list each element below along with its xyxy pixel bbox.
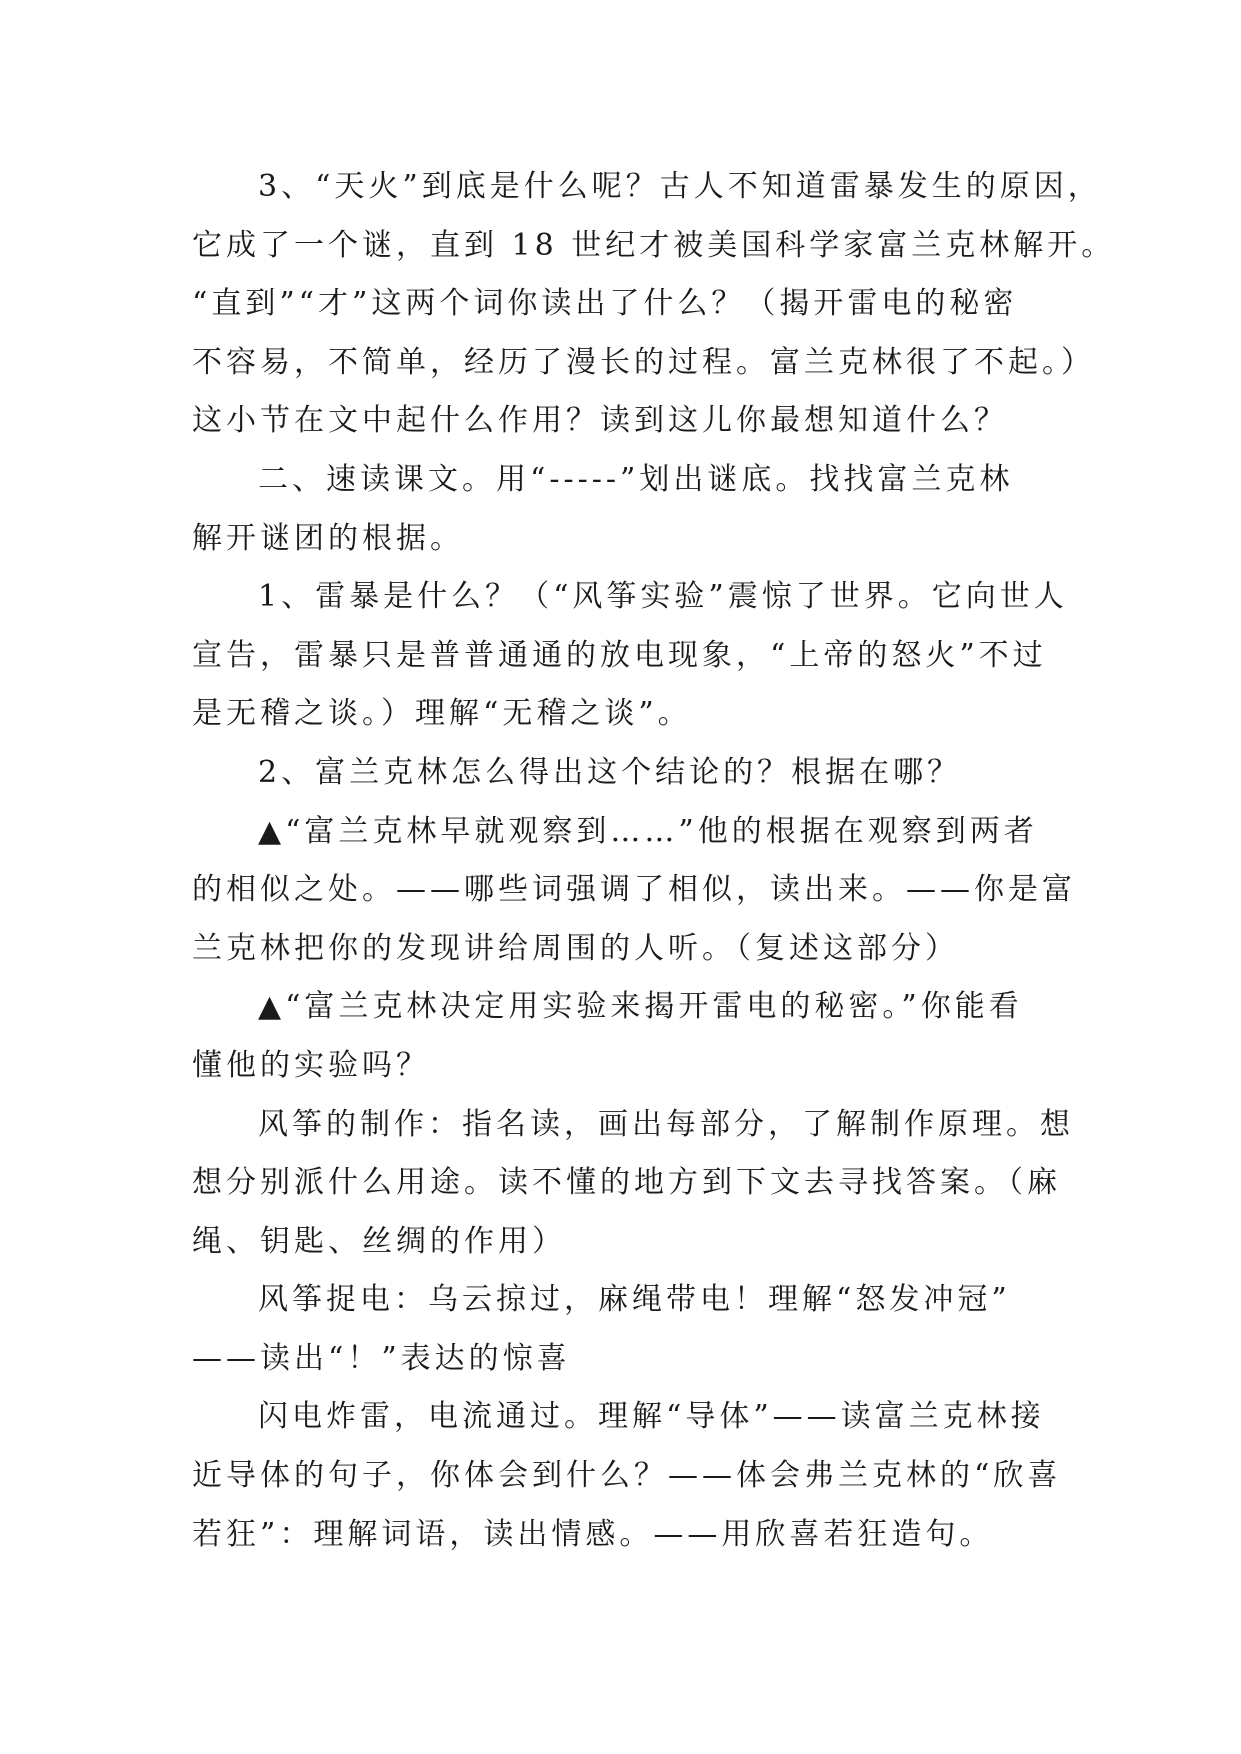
text-line: 3、“天火”到底是什么呢？古人不知道雷暴发生的原因， [258, 169, 1102, 204]
text-line: 二、速读课文。用“-----”划出谜底。找找富兰克林 [258, 461, 1014, 497]
text-line: 想分别派什么用途。读不懂的地方到下文去寻找答案。（麻 [192, 1165, 1061, 1201]
text-line: 懂他的实验吗？ [192, 1047, 430, 1083]
text-line: ——读出“！”表达的惊喜 [192, 1340, 571, 1376]
text-line: 风筝的制作：指名读，画出每部分，了解制作原理。想 [258, 1106, 1074, 1142]
document-body [192, 158, 1116, 1564]
text-line: ▲“富兰克林早就观察到……”他的根据在观察到两者 [258, 813, 1038, 849]
text-line: 风筝捉电：乌云掠过，麻绳带电！理解“怒发冲冠” [258, 1282, 1011, 1318]
text-line: 是无稽之谈。）理解“无稽之谈”。 [192, 696, 692, 732]
text-line: 宣告，雷暴只是普普通通的放电现象，“上帝的怒火”不过 [192, 637, 1047, 673]
text-line: 1、雷暴是什么？（“风筝实验”震惊了世界。它向世人 [258, 579, 1068, 615]
text-line: 它成了一个谜，直到 18 世纪才被美国科学家富兰克林解开。 [192, 227, 1116, 263]
text-line: 近导体的句子，你体会到什么？——体会弗兰克林的“欣喜 [192, 1458, 1062, 1494]
text-line: 不容易，不简单，经历了漫长的过程。富兰克林很了不起。） [192, 344, 1095, 380]
text-line: 若狂”：理解词语，读出情感。——用欣喜若狂造句。 [192, 1516, 994, 1552]
text-line: “直到”“才”这两个词你读出了什么？（揭开雷电的秘密 [192, 286, 1018, 322]
text-line: 绳、钥匙、丝绸的作用） [192, 1223, 566, 1259]
text-line: ▲“富兰克林决定用实验来揭开雷电的秘密。”你能看 [258, 989, 1023, 1025]
text-line: 兰克林把你的发现讲给周围的人听。（复述这部分） [192, 930, 959, 966]
text-line: 这小节在文中起什么作用？读到这儿你最想知道什么？ [192, 403, 1008, 439]
text-line: 闪电炸雷，电流通过。理解“导体”——读富兰克林接 [258, 1399, 1045, 1435]
text-line: 的相似之处。——哪些词强调了相似，读出来。——你是富 [192, 872, 1076, 908]
text-line: 2、富兰克林怎么得出这个结论的？根据在哪？ [258, 754, 962, 790]
text-line: 解开谜团的根据。 [192, 520, 464, 556]
